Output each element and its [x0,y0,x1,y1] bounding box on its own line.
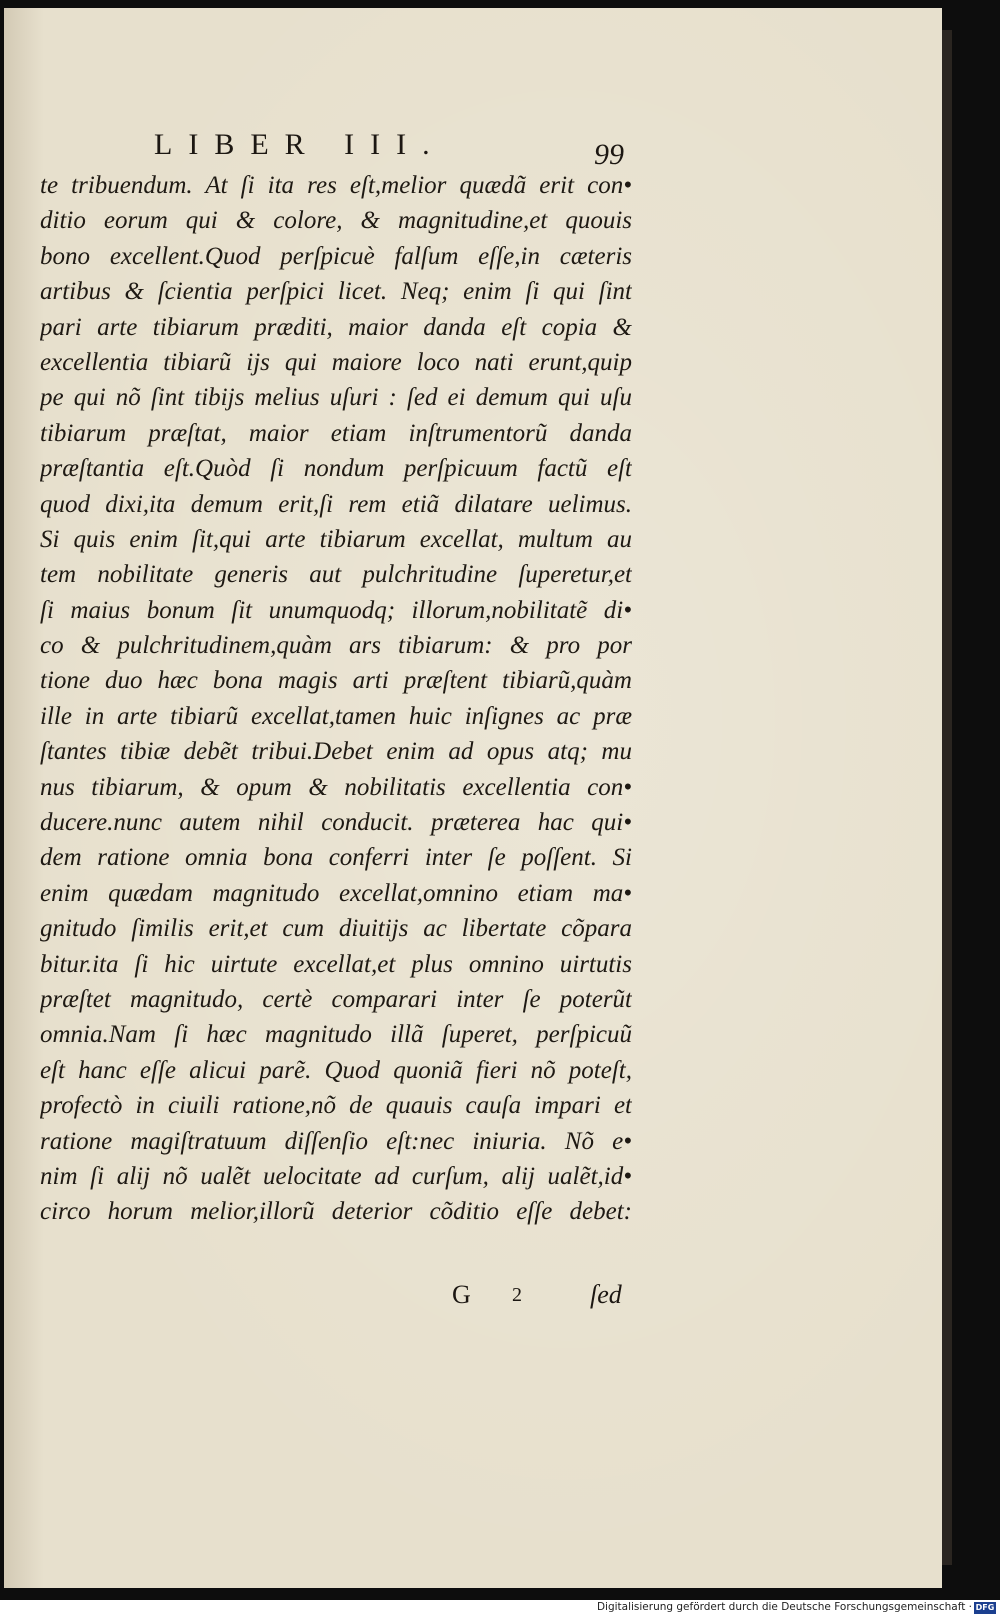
text-line: pe qui nõ ſint tibijs melius uſuri : ſed ei demum qui uſu [40,384,632,412]
text-line: nus tibiarum, & opum & nobilitatis excellentia con• [40,773,632,801]
signature-mark: G [452,1280,475,1309]
page-edge [942,30,952,1565]
text-line: tem nobilitate generis aut pulchritudine ſuperetur,et [40,561,632,589]
dfg-logo: DFG [975,1603,995,1612]
text-line: tibiarum præſtat, maior etiam inſtrumentorũ danda [40,419,632,447]
digitization-credit: Digitalisierung gefördert durch die Deutsche Forschungsgemeinschaft · [596,1601,972,1613]
text-line: ille in arte tibiarũ excellat,tamen huic inſignes ac præ [40,702,632,730]
text-line: præſtantia eſt.Quòd ſi nondum perſpicuum factũ eſt [40,455,632,483]
text-line: ſtantes tibiæ debẽt tribui.Debet enim ad opus atq; mu [40,738,632,766]
text-line: quod dixi,ita demum erit,ſi rem etiã dilatare uelimus. [40,490,632,518]
text-line: co & pulchritudinem,quàm ars tibiarum: & pro por [40,632,632,660]
text-line: ratione magiſtratuum diſſenſio eſt:nec iniuria. Nõ e• [40,1127,632,1155]
text-line: pari arte tibiarum præditi, maior danda eſt copia & [40,313,632,341]
text-line: præſtet magnitudo, certè comparari inter ſe poterũt [40,985,632,1013]
text-line: excellentia tibiarũ ijs qui maiore loco nati erunt,quip [40,348,632,376]
page-number: 99 [594,138,624,171]
text-line: dem ratione omnia bona conferri inter ſe poſſent. Si [40,844,632,872]
text-line: bitur.ita ſi hic uirtute excellat,et plus omnino uirtutis [40,950,632,978]
text-line: omnia.Nam ſi hæc magnitudo illã ſuperet, perſpicuũ [40,1021,632,1049]
text-line: ducere.nunc autem nihil conducit. præterea hac qui• [40,809,632,837]
text-line: gnitudo ſimilis erit,et cum diuitijs ac libertate cõpara [40,915,632,943]
text-line: eſt hanc eſſe alicui parẽ. Quod quoniã fieri nõ poteſt, [40,1056,632,1084]
text-line: te tribuendum. At ſi ita res eſt,melior quædã erit con• [40,172,632,199]
text-line: bono excellent.Quod perſpicuè falſum eſſe,in cæteris [40,242,632,270]
text-line: tione duo hæc bona magis arti præſtent tibiarũ,quàm [40,667,632,695]
signature-number: 2 [512,1284,522,1306]
catchword: ſed [590,1280,622,1309]
text-line: Si quis enim ſit,qui arte tibiarum excellat, multum au [40,525,632,553]
text-line: profectò in ciuili ratione,nõ de quauis cauſa impari et [40,1092,632,1120]
text-line: artibus & ſcientia perſpici licet. Neq; enim ſi qui ſint [40,278,632,306]
text-line: ditio eorum qui & colore, & magnitudine,et quouis [40,207,632,235]
book-page [4,8,942,1588]
text-line: nim ſi alij nõ ualẽt uelocitate ad curſum, alij ualẽt,id• [40,1162,632,1190]
text-line: enim quædam magnitudo excellat,omnino etiam ma• [40,879,632,907]
text-line: ſi maius bonum ſit unumquodq; illorum,nobilitatẽ di• [40,596,632,624]
body-text [40,168,632,1230]
running-head: LIBER III. [154,128,446,161]
text-line: circo horum melior,illorũ deterior cõditio eſſe debet: [40,1198,632,1226]
